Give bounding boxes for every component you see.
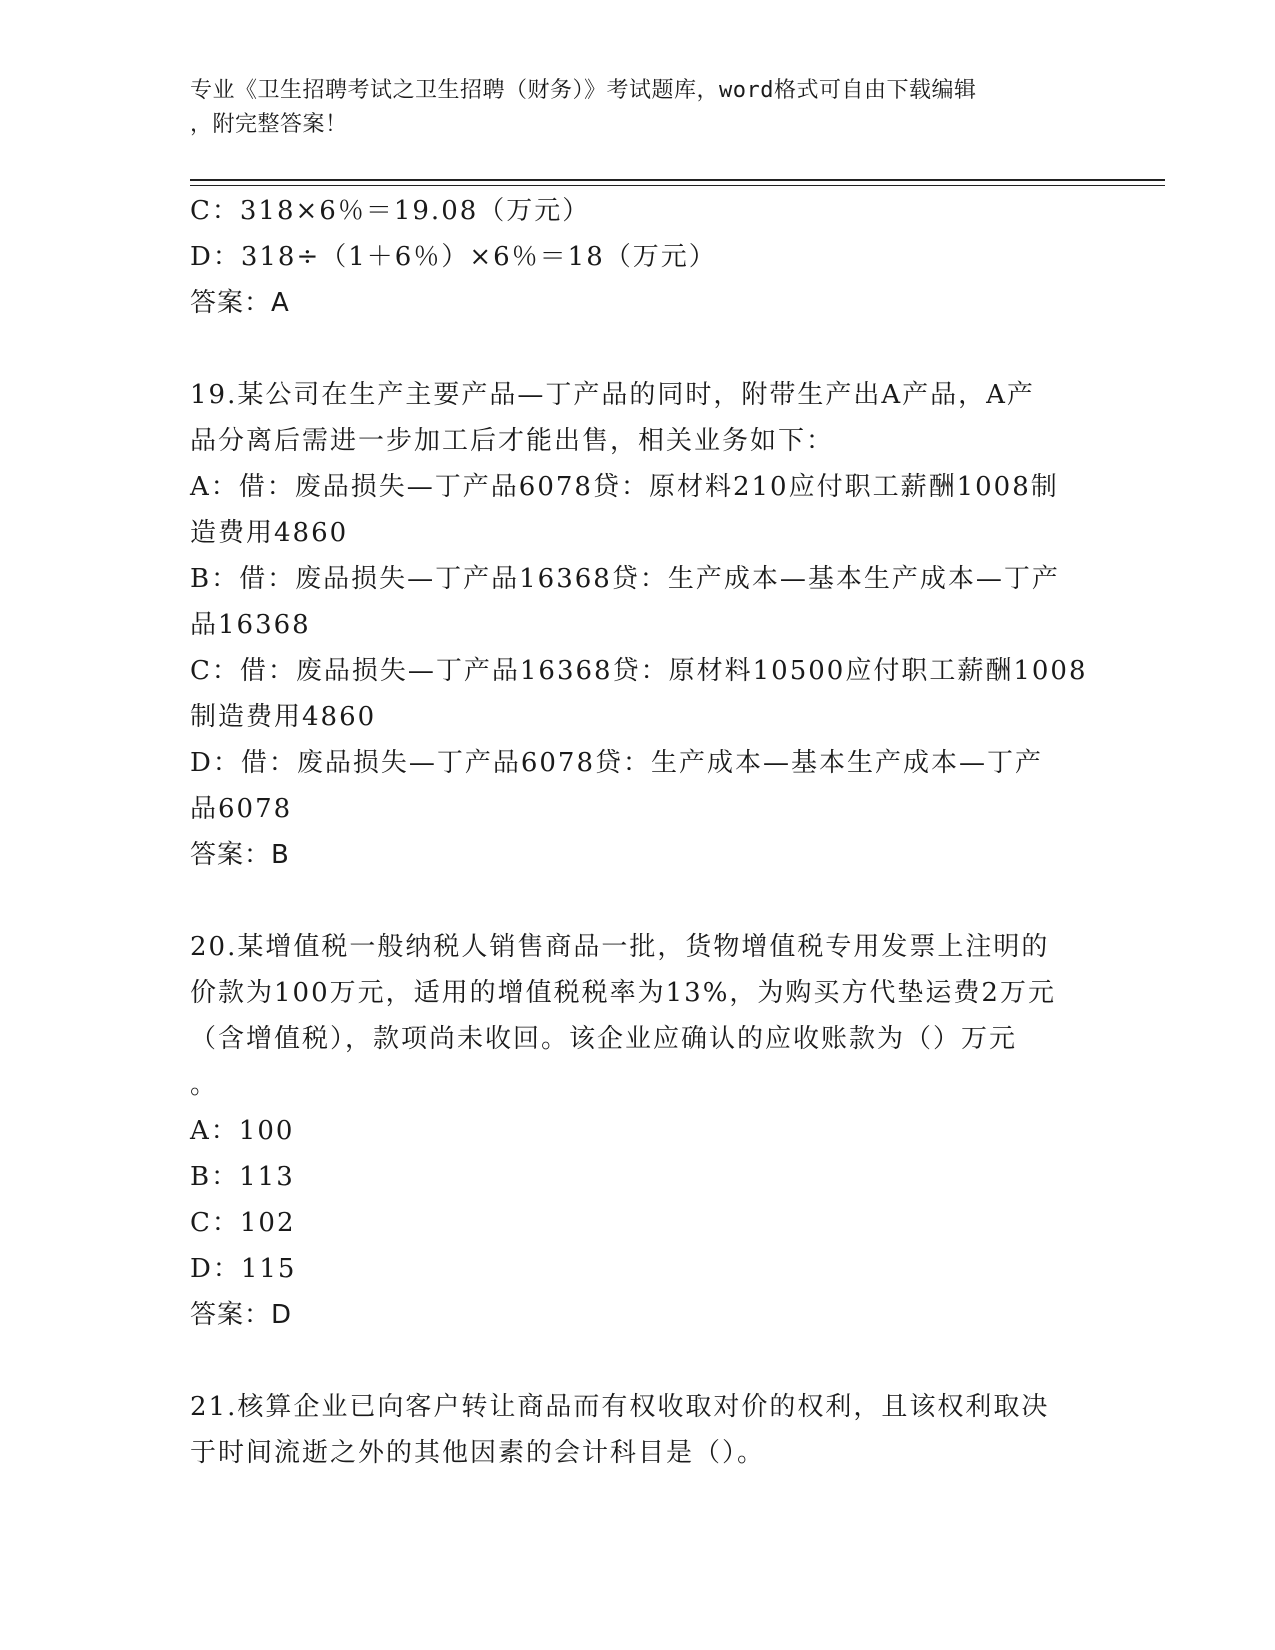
q20-option-b: B：113 (190, 1162, 295, 1192)
spacer (190, 878, 1090, 924)
spacer (190, 326, 1090, 372)
question-19 (190, 372, 1090, 878)
question-20 (190, 924, 1090, 1338)
q19-option-c-line-2: 制造费用4860 (190, 702, 377, 732)
q20-stem-line-2: 价款为100万元，适用的增值税税率为13%，为购买方代垫运费2万元 (190, 978, 1056, 1008)
q19-option-b-line-1: B：借：废品损失—丁产品16368贷：生产成本—基本生产成本—丁产 (190, 564, 1060, 594)
q19-option-a-line-2: 造费用4860 (190, 518, 349, 548)
header-divider-thick (190, 179, 1165, 181)
spacer (190, 1338, 1090, 1384)
q20-option-c: C：102 (190, 1208, 296, 1238)
header-line-1: 专业《卫生招聘考试之卫生招聘（财务）》考试题库，word格式可自由下载编辑 (190, 78, 977, 103)
q20-option-a: A：100 (190, 1116, 295, 1146)
q20-stem-line-3: （含增值税），款项尚未收回。该企业应确认的应收账款为（）万元 (190, 1024, 1018, 1054)
q19-option-a-line-1: A：借：废品损失—丁产品6078贷：原材料210应付职工薪酬1008制 (190, 472, 1059, 502)
q21-stem-line-1: 21.核算企业已向客户转让商品而有权收取对价的权利，且该权利取决 (190, 1392, 1050, 1422)
header-divider-thin (190, 185, 1165, 186)
q19-option-c-line-1: C：借：废品损失—丁产品16368贷：原材料10500应付职工薪酬1008 (190, 656, 1088, 686)
q19-answer: 答案：B (190, 840, 290, 870)
q20-stem-line-4: 。 (190, 1070, 219, 1100)
header-line-2: ，附完整答案！ (190, 112, 348, 137)
q19-option-d-line-1: D：借：废品损失—丁产品6078贷：生产成本—基本生产成本—丁产 (190, 748, 1044, 778)
question-21 (190, 1384, 1090, 1476)
q19-option-d-line-2: 品6078 (190, 794, 293, 824)
q18-option-c: C：318×6％＝19.08（万元） (190, 196, 591, 226)
q19-stem-line-2: 品分离后需进一步加工后才能出售，相关业务如下： (190, 426, 835, 456)
q18-answer: 答案：A (190, 288, 290, 318)
q20-answer: 答案：D (190, 1300, 293, 1330)
question-18-tail (190, 188, 1090, 326)
q19-option-b-line-2: 品16368 (190, 610, 311, 640)
q19-stem-line-1: 19.某公司在生产主要产品—丁产品的同时，附带生产出A产品，A产 (190, 380, 1035, 410)
q21-stem-line-2: 于时间流逝之外的其他因素的会计科目是（）。 (190, 1438, 766, 1468)
q20-stem-line-1: 20.某增值税一般纳税人销售商品一批，货物增值税专用发票上注明的 (190, 932, 1050, 962)
q18-option-d: D：318÷（1＋6％）×6％＝18（万元） (190, 242, 717, 272)
page-header (190, 74, 1090, 142)
question-content (190, 188, 1090, 1476)
q20-option-d: D：115 (190, 1254, 297, 1284)
